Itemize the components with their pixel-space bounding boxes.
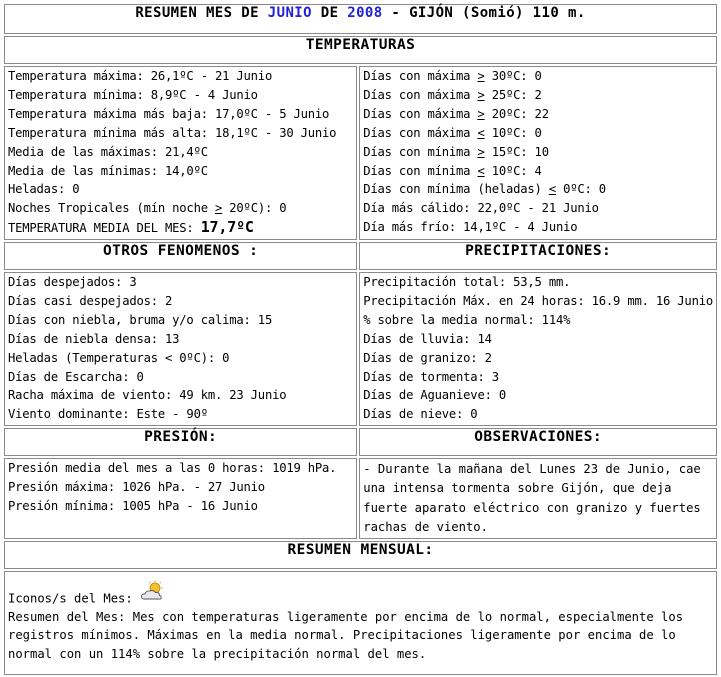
- precip-row: Precipitación Máx. en 24 horas: 16.9 mm. 16 Junio: [363, 293, 713, 308]
- temp-threshold-row: [363, 124, 713, 143]
- precipitaciones-cell: [359, 272, 717, 426]
- precip-row: Días de tormenta: 3: [363, 369, 499, 384]
- iconos-label: Iconos/s del Mes:: [8, 591, 133, 606]
- threshold-post: 30ºC: 0: [484, 69, 542, 83]
- temp-row: Temperatura máxima más baja: 17,0ºC - 5 Junio: [8, 106, 330, 121]
- presion-header: PRESIÓN:: [4, 428, 357, 456]
- temp-row: Temperatura máxima: 26,1ºC - 21 Junio: [8, 69, 273, 83]
- threshold-symbol: <: [477, 163, 485, 178]
- threshold-pre: Días con mínima: [363, 144, 478, 159]
- otros-row: Días despejados: 3: [8, 275, 137, 289]
- otros-row: Días de niebla densa: 13: [8, 331, 180, 346]
- threshold-symbol: >: [477, 106, 485, 121]
- observaciones-header: OBSERVACIONES:: [359, 428, 717, 456]
- temp-threshold-row: [363, 105, 713, 124]
- resumen-text: Resumen del Mes: Mes con temperaturas ligeramente por encima de lo normal, especialmente los registros mínimos. Máximas en la media normal. Precipitaciones ligeramente por encima de lo normal con un 114% sobre la precipitación normal del mes.: [8, 609, 684, 661]
- tropicales-pre: Noches Tropicales (mín noche: [8, 201, 215, 216]
- noches-tropicales-row: [8, 199, 353, 218]
- dia-mas-calido: Día más cálido: 22,0ºC - 21 Junio: [363, 201, 599, 216]
- summary-table: [2, 2, 719, 677]
- precip-row: Días de nieve: 0: [363, 407, 478, 422]
- threshold-symbol: >: [477, 69, 485, 83]
- temperatura-media-row: [8, 218, 353, 238]
- presion-row: Presión media del mes a las 0 horas: 1019 hPa.: [8, 461, 337, 475]
- otros-row: Racha máxima de viento: 49 km. 23 Junio: [8, 388, 287, 403]
- threshold-symbol: >: [477, 87, 485, 102]
- threshold-pre: Días con máxima: [363, 106, 478, 121]
- title-location: - GIJÓN (Somió) 110 m.: [382, 5, 586, 21]
- resumen-block: [8, 572, 713, 664]
- tropicales-symbol: >: [215, 201, 223, 216]
- threshold-post: 25ºC: 2: [484, 87, 542, 102]
- threshold-post: 20ºC: 22: [484, 106, 549, 121]
- partly-cloudy-icon: [140, 580, 166, 602]
- temp-row: Temperatura mínima: 8,9ºC - 4 Junio: [8, 87, 258, 102]
- temp-row: Media de las mínimas: 14,0ºC: [8, 163, 208, 178]
- resumen-mensual-cell: [4, 571, 717, 675]
- threshold-pre: Días con mínima: [363, 163, 478, 178]
- threshold-post: 10ºC: 0: [484, 125, 542, 140]
- precip-row: Días de lluvia: 14: [363, 331, 492, 346]
- threshold-pre: Días con máxima: [363, 87, 478, 102]
- title-prefix: RESUMEN MES DE: [135, 5, 268, 21]
- threshold-symbol: >: [477, 144, 485, 159]
- temperaturas-header: TEMPERATURAS: [4, 36, 717, 64]
- threshold-pre: Días con máxima: [363, 125, 478, 140]
- presion-cell: [4, 458, 357, 539]
- temperatura-media-label: TEMPERATURA MEDIA DEL MES:: [8, 221, 201, 236]
- otros-fenomenos-header: OTROS FENOMENOS :: [4, 242, 357, 270]
- temperatura-media-value: 17,7ºC: [200, 218, 254, 237]
- iconos-row: [8, 586, 713, 608]
- tropicales-post: 20ºC): 0: [222, 201, 287, 216]
- precip-row: % sobre la media normal: 114%: [363, 312, 571, 327]
- temp-row: Heladas: 0: [8, 182, 80, 197]
- presion-row: Presión máxima: 1026 hPa. - 27 Junio: [8, 479, 265, 494]
- temp-threshold-row: [363, 180, 713, 199]
- otros-row: Heladas (Temperaturas < 0ºC): 0: [8, 350, 230, 365]
- precip-row: Días de Aguanieve: 0: [363, 388, 506, 403]
- precip-row: Precipitación total: 53,5 mm.: [363, 275, 571, 289]
- page: [2, 2, 719, 661]
- dia-mas-frio: Día más frío: 14,1ºC - 4 Junio: [363, 220, 578, 235]
- observaciones-cell: [359, 458, 717, 539]
- otros-row: Viento dominante: Este - 90º: [8, 407, 208, 422]
- otros-row: Días con niebla, bruma y/o calima: 15: [8, 312, 273, 327]
- title-middle: DE: [311, 5, 348, 21]
- observaciones-text: - Durante la mañana del Lunes 23 de Junio, cae una intensa tormenta sobre Gijón, que deja fuerte aparato eléctrico con granizo y fuertes rachas de viento.: [363, 462, 701, 535]
- threshold-pre: Días con mínima (heladas): [363, 182, 549, 197]
- threshold-post: 15ºC: 10: [484, 144, 549, 159]
- otros-fenomenos-cell: [4, 272, 357, 426]
- title-month: JUNIO: [267, 5, 312, 21]
- presion-row: Presión mínima: 1005 hPa - 16 Junio: [8, 498, 258, 513]
- temp-threshold-row: [363, 67, 713, 86]
- otros-row: Días de Escarcha: 0: [8, 369, 144, 384]
- precip-row: Días de granizo: 2: [363, 350, 492, 365]
- threshold-post: 10ºC: 4: [484, 163, 542, 178]
- page-title: [4, 4, 717, 34]
- resumen-mensual-header: RESUMEN MENSUAL:: [4, 541, 717, 569]
- threshold-symbol: <: [548, 182, 556, 197]
- temp-threshold-row: [363, 143, 713, 162]
- otros-row: Días casi despejados: 2: [8, 293, 173, 308]
- temp-row: Temperatura mínima más alta: 18,1ºC - 30 Junio: [8, 125, 337, 140]
- temp-threshold-row: [363, 162, 713, 181]
- threshold-pre: Días con máxima: [363, 69, 478, 83]
- temp-threshold-row: [363, 86, 713, 105]
- temp-row: Media de las máximas: 21,4ºC: [8, 144, 208, 159]
- precipitaciones-header: PRECIPITACIONES:: [359, 242, 717, 270]
- threshold-post: 0ºC: 0: [555, 182, 606, 197]
- threshold-symbol: <: [477, 125, 485, 140]
- temperaturas-left-cell: [4, 66, 357, 240]
- temperaturas-right-cell: [359, 66, 717, 240]
- title-year: 2008: [347, 5, 383, 21]
